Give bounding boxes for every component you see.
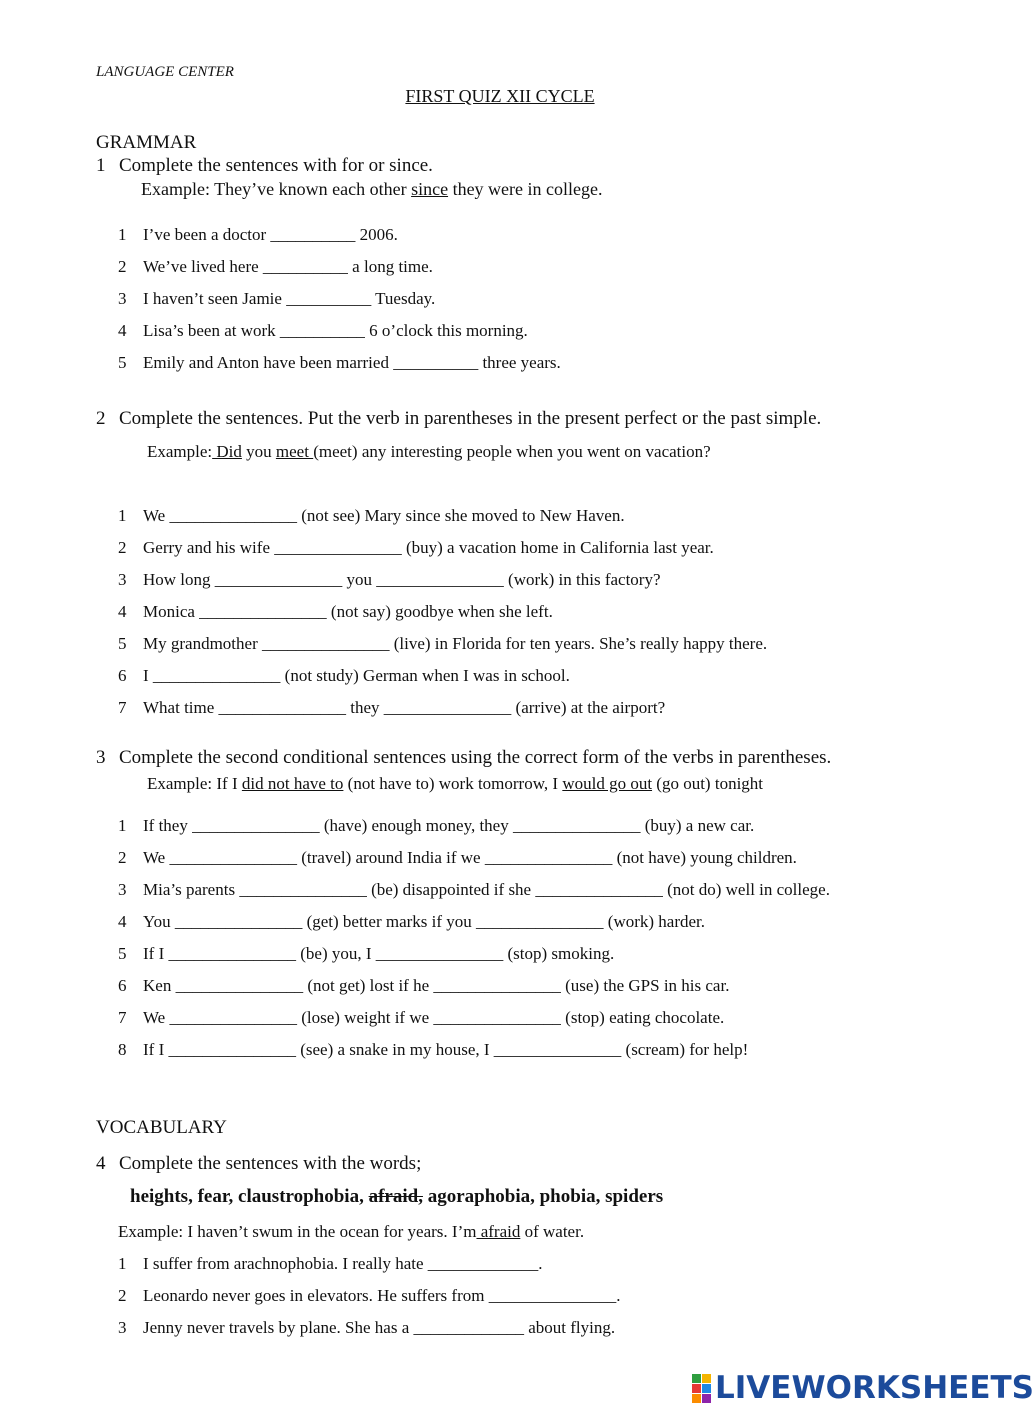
item-text: We _______________ (lose) weight if we _______________ (stop) eating chocolate. bbox=[143, 1008, 725, 1027]
logo-square bbox=[702, 1374, 711, 1383]
item-text: My grandmother _______________ (live) in Florida for ten years. She’s really happy there. bbox=[143, 634, 768, 653]
item-number: 5 bbox=[118, 944, 127, 963]
item-number: 5 bbox=[118, 353, 127, 372]
question-instruction: Complete the sentences with for or since. bbox=[119, 155, 433, 176]
item-text: I suffer from arachnophobia. I really hate _____________. bbox=[143, 1254, 543, 1273]
item-number: 1 bbox=[118, 506, 127, 525]
item-text: Jenny never travels by plane. She has a _____________ about flying. bbox=[143, 1318, 616, 1337]
question-instruction: Complete the sentences with the words; bbox=[119, 1153, 422, 1174]
list-item bbox=[118, 1318, 615, 1338]
list-item bbox=[118, 225, 398, 245]
item-number: 7 bbox=[118, 698, 127, 717]
item-number: 1 bbox=[118, 1254, 127, 1273]
liveworksheets-logo bbox=[692, 1372, 1034, 1404]
quiz-title: FIRST QUIZ XII CYCLE bbox=[405, 86, 595, 106]
example-text: they were in college. bbox=[448, 179, 603, 199]
list-item bbox=[118, 1254, 543, 1274]
list-item bbox=[118, 880, 830, 900]
liveworksheets-logo-icon bbox=[692, 1374, 711, 1403]
list-item bbox=[118, 698, 665, 718]
item-number: 1 bbox=[118, 816, 127, 835]
logo-square bbox=[692, 1374, 701, 1383]
list-item bbox=[118, 538, 714, 558]
list-item bbox=[118, 289, 435, 309]
item-text: I’ve been a doctor __________ 2006. bbox=[143, 225, 398, 244]
example-text: (meet) any interesting people when you went on vacation? bbox=[313, 442, 711, 461]
question-number: 2 bbox=[96, 408, 106, 429]
question-4 bbox=[96, 1153, 421, 1175]
item-number: 6 bbox=[118, 666, 127, 685]
list-item bbox=[118, 666, 570, 686]
example-text: (go out) tonight bbox=[652, 774, 764, 793]
example-text: Example: They’ve known each other bbox=[141, 179, 412, 199]
example-text: Example: bbox=[147, 442, 213, 461]
item-number: 3 bbox=[118, 289, 127, 308]
item-number: 4 bbox=[118, 602, 127, 621]
example-text: you bbox=[241, 442, 276, 461]
example-sentence bbox=[118, 1222, 584, 1242]
list-item bbox=[118, 816, 754, 836]
item-text: You _______________ (get) better marks if you _______________ (work) harder. bbox=[143, 912, 706, 931]
item-number: 8 bbox=[118, 1040, 127, 1059]
item-text: We _______________ (not see) Mary since she moved to New Haven. bbox=[143, 506, 625, 525]
item-number: 5 bbox=[118, 634, 127, 653]
question-number: 1 bbox=[96, 155, 106, 176]
list-item bbox=[118, 976, 729, 996]
item-text: We’ve lived here __________ a long time. bbox=[143, 257, 433, 276]
section-heading-vocabulary: VOCABULARY bbox=[96, 1117, 227, 1138]
question-number: 4 bbox=[96, 1153, 106, 1174]
item-text: Emily and Anton have been married __________ three years. bbox=[143, 353, 561, 372]
question-1 bbox=[96, 155, 433, 177]
example-answer: did not have to bbox=[241, 774, 344, 793]
organization-name: LANGUAGE CENTER bbox=[96, 64, 234, 80]
item-number: 6 bbox=[118, 976, 127, 995]
section-heading-grammar: GRAMMAR bbox=[96, 132, 197, 153]
item-number: 3 bbox=[118, 880, 127, 899]
list-item bbox=[118, 353, 561, 373]
example-text: of water. bbox=[520, 1222, 585, 1241]
list-item bbox=[118, 912, 705, 932]
item-number: 2 bbox=[118, 848, 127, 867]
example-sentence bbox=[141, 179, 603, 200]
example-sentence bbox=[147, 774, 763, 794]
word-bank bbox=[130, 1186, 663, 1208]
logo-text: LIVEWORKSHEETS bbox=[715, 1370, 1034, 1406]
logo-square bbox=[692, 1384, 701, 1393]
example-answer: since bbox=[411, 179, 449, 199]
word-bank-struck-word: afraid, bbox=[368, 1186, 423, 1207]
word-bank-text: heights, fear, claustrophobia, bbox=[130, 1186, 369, 1207]
list-item bbox=[118, 1040, 748, 1060]
item-text: If they _______________ (have) enough money, they _______________ (buy) a new car. bbox=[143, 816, 755, 835]
question-instruction: Complete the sentences. Put the verb in parentheses in the present perfect or the past simple. bbox=[119, 408, 822, 429]
question-3 bbox=[96, 747, 831, 769]
item-number: 3 bbox=[118, 1318, 127, 1337]
item-text: How long _______________ you _______________ (work) in this factory? bbox=[143, 570, 661, 589]
logo-square bbox=[702, 1384, 711, 1393]
example-answer: Did bbox=[212, 442, 242, 461]
item-number: 4 bbox=[118, 321, 127, 340]
list-item bbox=[118, 257, 433, 277]
item-number: 2 bbox=[118, 257, 127, 276]
list-item bbox=[118, 321, 528, 341]
question-number: 3 bbox=[96, 747, 106, 768]
example-text: (not have to) work tomorrow, I bbox=[343, 774, 563, 793]
item-text: Ken _______________ (not get) lost if he _______________ (use) the GPS in his car. bbox=[143, 976, 730, 995]
item-text: Lisa’s been at work __________ 6 o’clock this morning. bbox=[143, 321, 528, 340]
list-item bbox=[118, 944, 614, 964]
list-item bbox=[118, 634, 767, 654]
example-answer: afraid bbox=[476, 1222, 521, 1241]
item-text: Gerry and his wife _______________ (buy) a vacation home in California last year. bbox=[143, 538, 714, 557]
item-text: If I _______________ (be) you, I _______________ (stop) smoking. bbox=[143, 944, 615, 963]
item-text: Monica _______________ (not say) goodbye when she left. bbox=[143, 602, 553, 621]
item-number: 4 bbox=[118, 912, 127, 931]
logo-square bbox=[692, 1394, 701, 1403]
example-text: Example: If I bbox=[147, 774, 242, 793]
example-answer: meet bbox=[275, 442, 314, 461]
list-item bbox=[118, 1286, 620, 1306]
list-item bbox=[118, 602, 553, 622]
list-item bbox=[118, 506, 625, 526]
item-text: If I _______________ (see) a snake in my house, I _______________ (scream) for help! bbox=[143, 1040, 749, 1059]
logo-square bbox=[702, 1394, 711, 1403]
list-item bbox=[118, 1008, 724, 1028]
item-number: 3 bbox=[118, 570, 127, 589]
question-2 bbox=[96, 408, 821, 430]
item-number: 2 bbox=[118, 538, 127, 557]
item-number: 2 bbox=[118, 1286, 127, 1305]
item-text: I _______________ (not study) German when I was in school. bbox=[143, 666, 570, 685]
item-text: Leonardo never goes in elevators. He suffers from _______________. bbox=[143, 1286, 621, 1305]
question-instruction: Complete the second conditional sentences using the correct form of the verbs in parentheses. bbox=[119, 747, 832, 768]
item-text: We _______________ (travel) around India if we _______________ (not have) young children. bbox=[143, 848, 797, 867]
list-item bbox=[118, 848, 797, 868]
item-text: Mia’s parents _______________ (be) disappointed if she _______________ (not do) well in college. bbox=[143, 880, 830, 899]
item-text: What time _______________ they _______________ (arrive) at the airport? bbox=[143, 698, 666, 717]
item-number: 1 bbox=[118, 225, 127, 244]
item-text: I haven’t seen Jamie __________ Tuesday. bbox=[143, 289, 436, 308]
example-sentence bbox=[147, 442, 711, 462]
example-text: Example: I haven’t swum in the ocean for years. I’m bbox=[118, 1222, 477, 1241]
list-item bbox=[118, 570, 661, 590]
item-number: 7 bbox=[118, 1008, 127, 1027]
word-bank-text: agoraphobia, phobia, spiders bbox=[422, 1186, 664, 1207]
example-answer: would go out bbox=[562, 774, 653, 793]
